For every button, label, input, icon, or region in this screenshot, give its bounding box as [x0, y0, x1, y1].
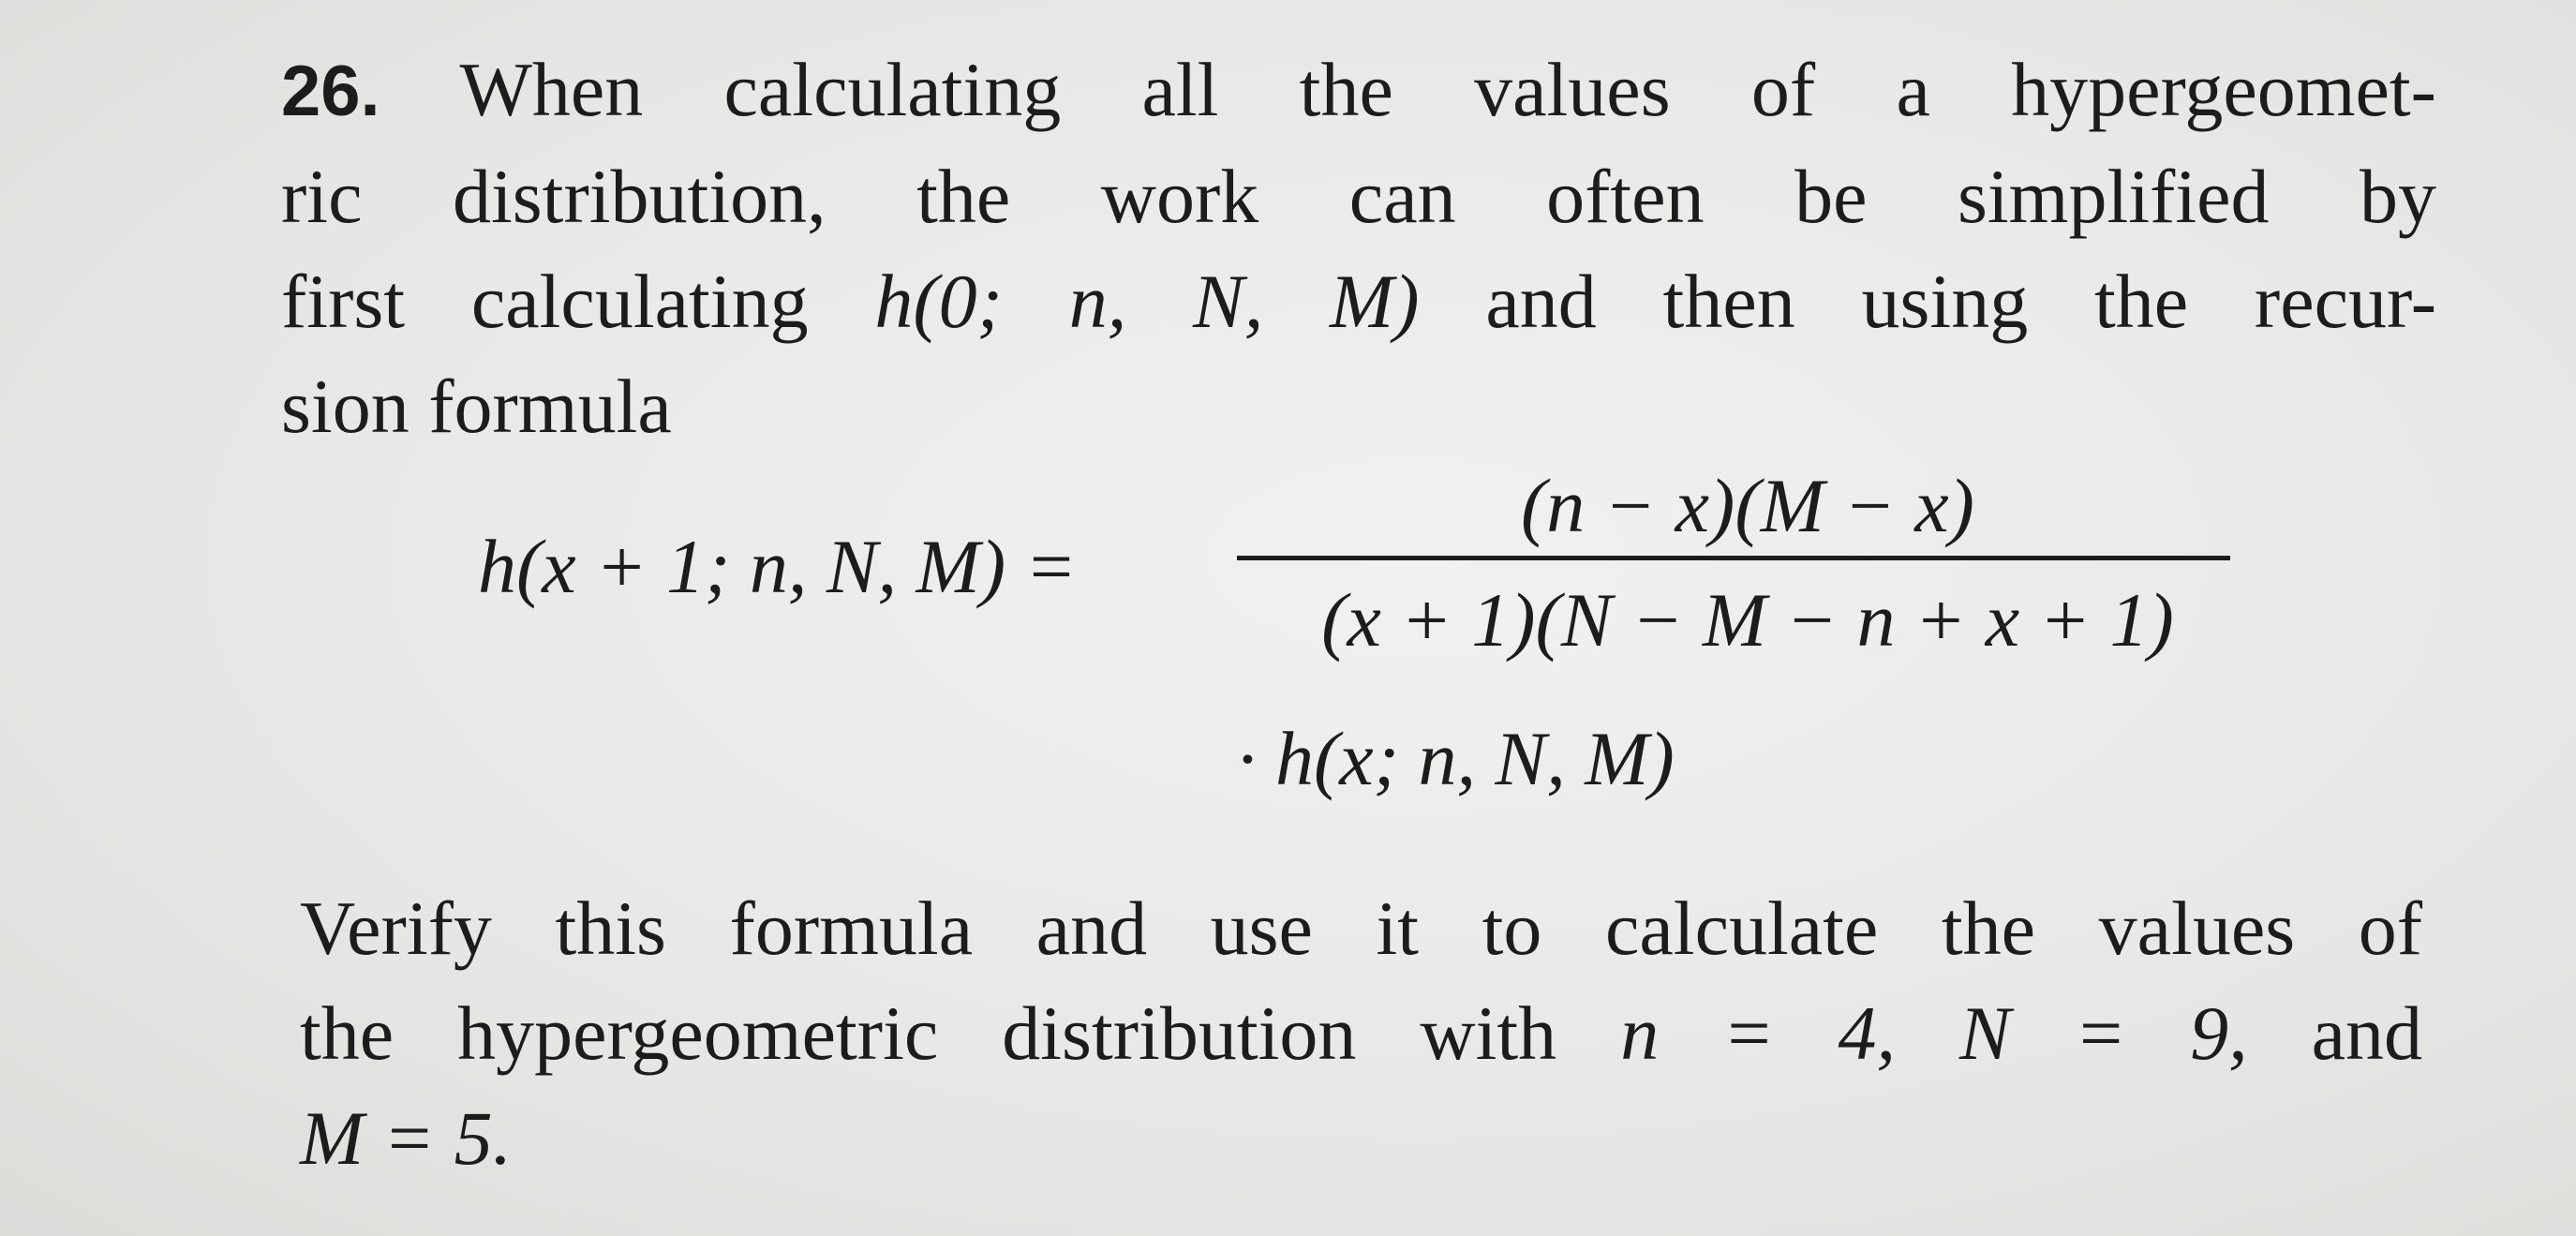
- inline-math-n-N: n = 4, N = 9,: [1620, 990, 2248, 1076]
- formula-denominator: (x + 1)(N − M − n + x + 1): [1321, 577, 2174, 663]
- intro-line-1: 26. When calculating all the values of a hypergeomet-: [281, 47, 2436, 132]
- formula-factor: · h(x; n, N, M): [1237, 716, 1675, 801]
- verify-line-2: the hypergeometric distribution with n = 4, N = 9, and: [300, 990, 2423, 1076]
- verify-paragraph: [300, 876, 2422, 1191]
- verify-line-3: M = 5.: [300, 1095, 513, 1181]
- formula-lhs: h(x + 1; n, N, M) =: [478, 524, 1077, 609]
- problem-number: 26.: [281, 52, 380, 131]
- verify-line-1: Verify this formula and use it to calculate the values of: [300, 886, 2422, 971]
- fraction-bar: [1237, 556, 2230, 560]
- intro-line-2: ric distribution, the work can often be simplified by: [281, 154, 2436, 239]
- formula-numerator: (n − x)(M − x): [1521, 463, 1974, 548]
- intro-line-3: first calculating h(0; n, N, M) and then using the recur-: [281, 259, 2437, 344]
- inline-math-h0: h(0; n, N, M): [874, 259, 1420, 344]
- intro-line-4: sion formula: [281, 364, 672, 449]
- problem-intro-paragraph: [281, 37, 2436, 459]
